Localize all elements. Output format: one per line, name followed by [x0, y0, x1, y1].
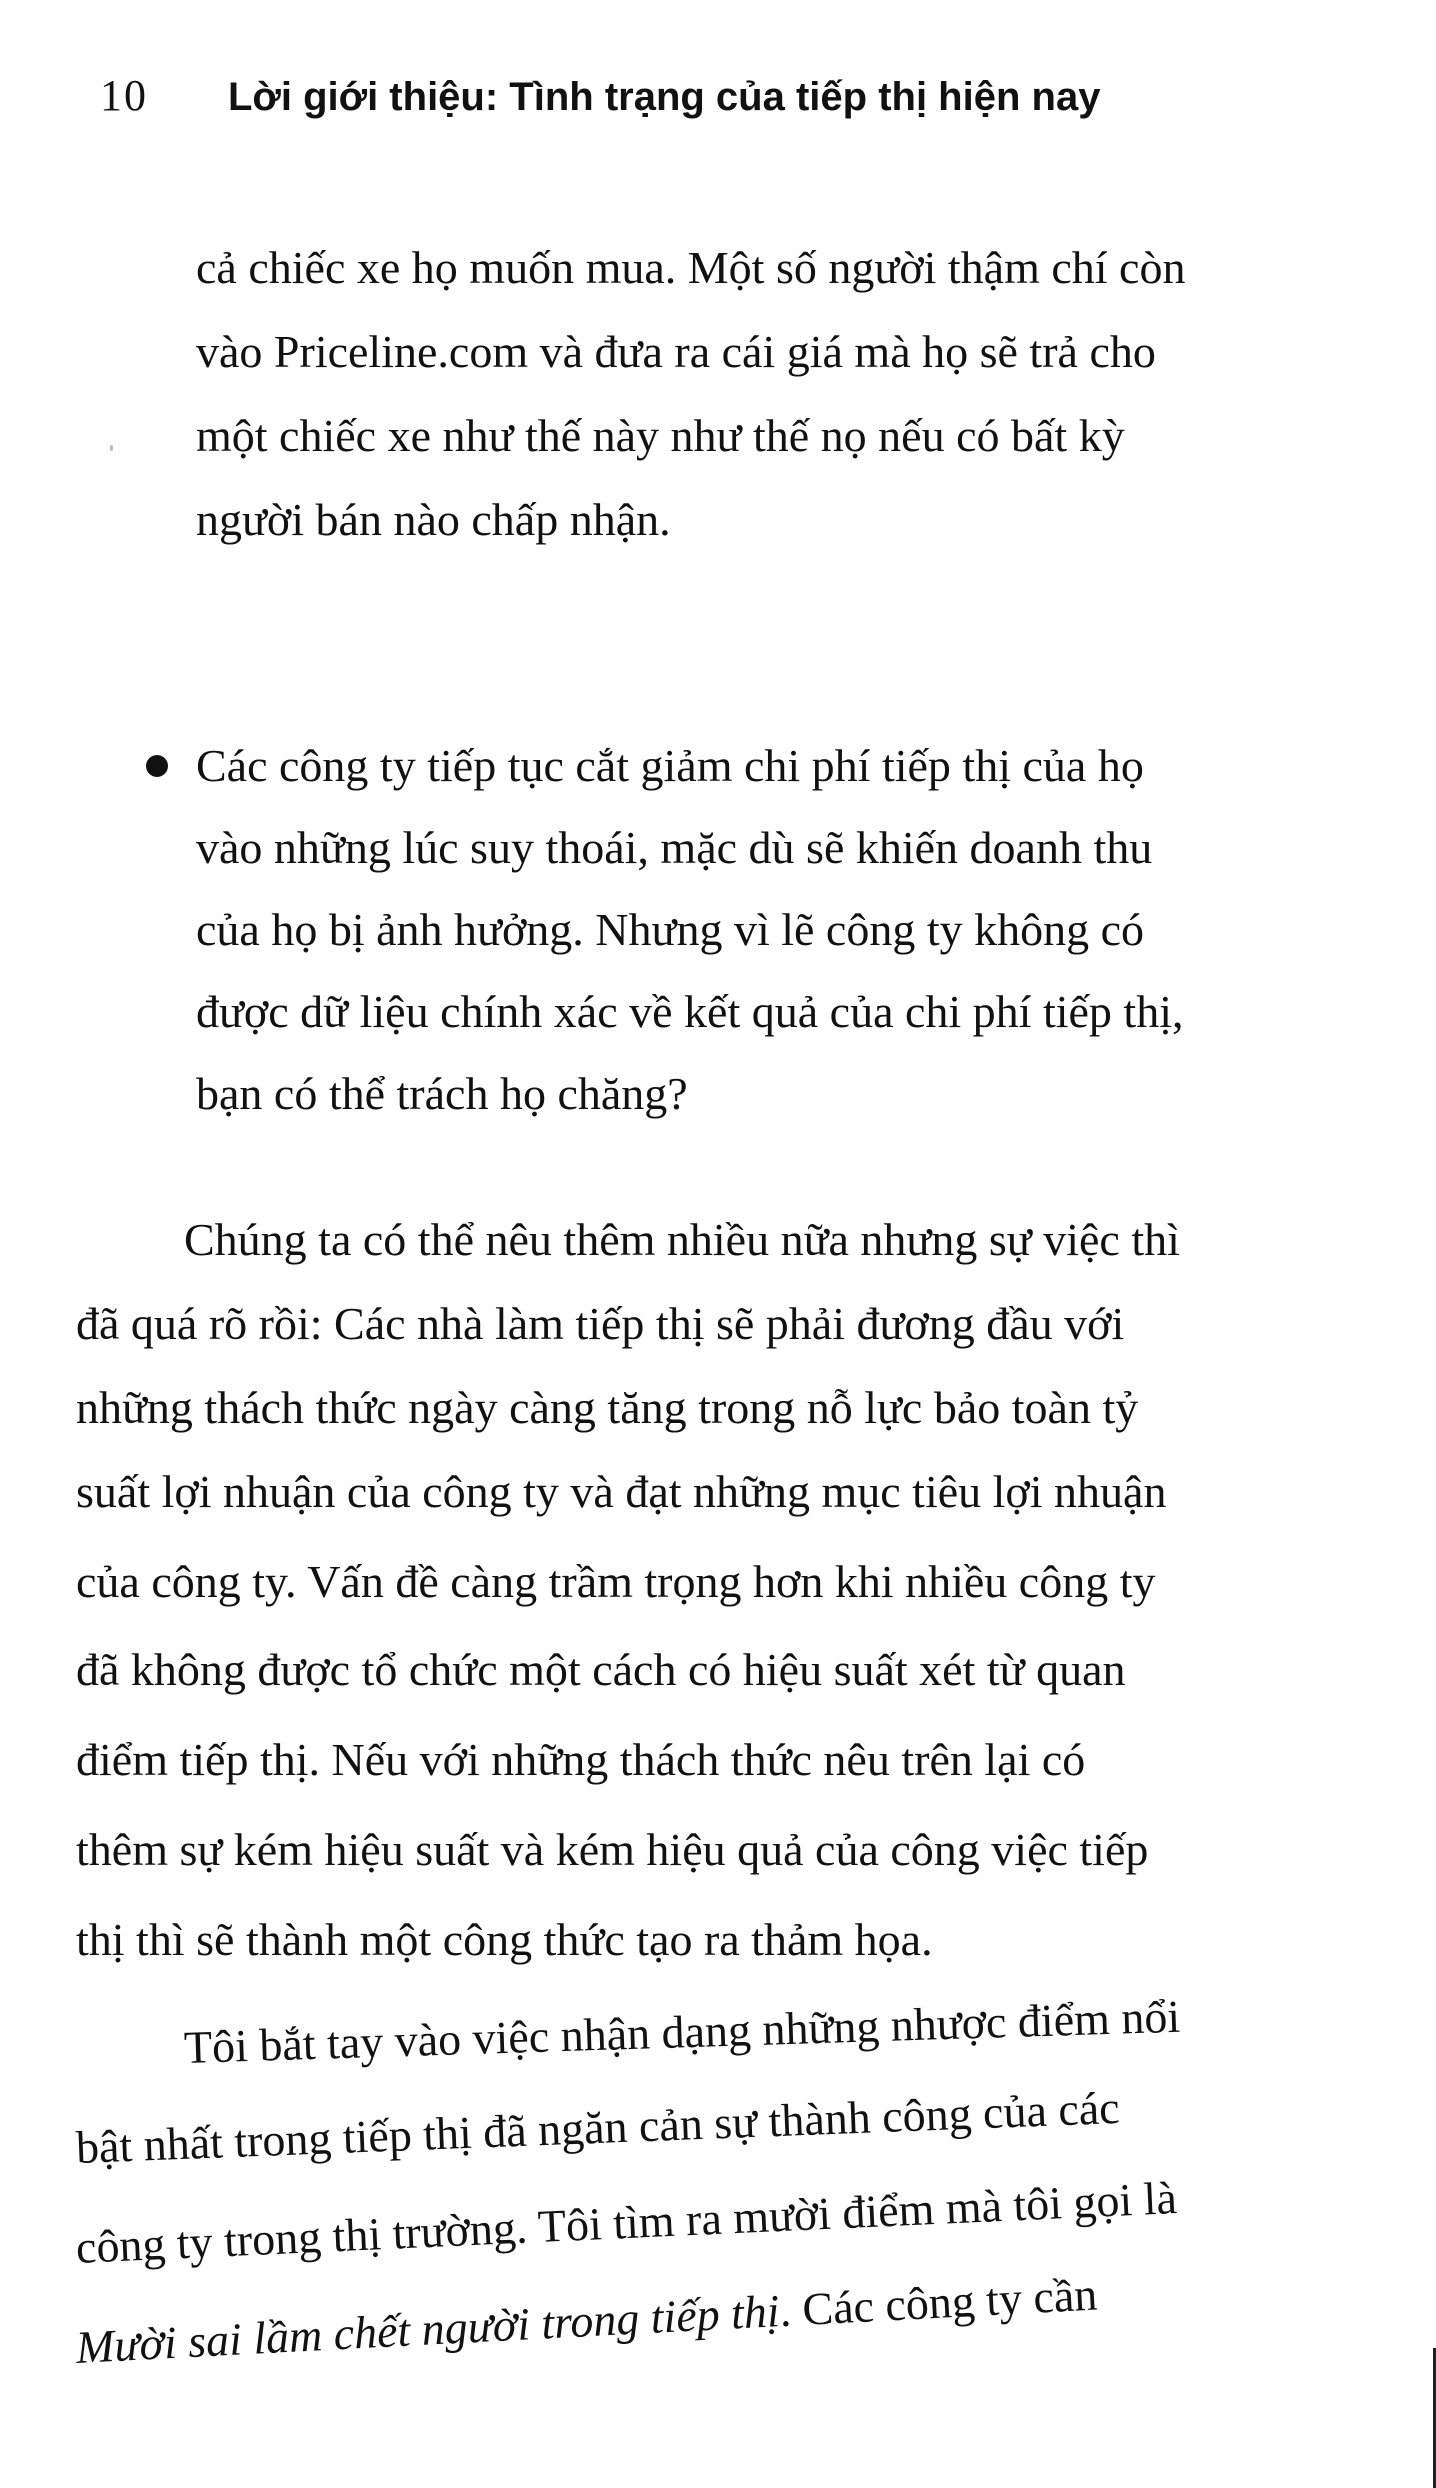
text-line: bạn có thể trách họ chăng?	[196, 1068, 688, 1119]
text-line-last	[74, 2265, 1098, 2378]
text-line: vào những lúc suy thoái, mặc dù sẽ khiến doanh thu	[196, 822, 1153, 873]
text-line: bật nhất trong tiếp thị đã ngăn cản sự thành công của các	[75, 2081, 1121, 2173]
book-title-italic: Mười sai lầm chết người trong tiếp thị	[74, 2285, 781, 2373]
page-number: 10	[100, 71, 148, 120]
text-line: điểm tiếp thị. Nếu với những thách thức nêu trên lại có	[76, 1734, 1086, 1785]
text-line: Tôi bắt tay vào việc nhận dạng những nhược điểm nổi	[183, 1990, 1181, 2073]
text-line: Chúng ta có thể nêu thêm nhiều nữa nhưng sự việc thì	[184, 1214, 1180, 1265]
text-line: những thách thức ngày càng tăng trong nỗ lực bảo toàn tỷ	[76, 1382, 1139, 1433]
text-line: cả chiếc xe họ muốn mua. Một số người thậm chí còn	[196, 242, 1186, 293]
page-header	[100, 70, 1100, 140]
text-line: người bán nào chấp nhận.	[196, 494, 671, 545]
text-line: vào Priceline.com và đưa ra cái giá mà họ sẽ trả cho	[196, 326, 1156, 377]
text-line: của họ bị ảnh hưởng. Nhưng vì lẽ công ty không có	[196, 904, 1145, 955]
text-line: đã quá rõ rồi: Các nhà làm tiếp thị sẽ phải đương đầu với	[76, 1298, 1125, 1349]
text-line: một chiếc xe như thế này như thế nọ nếu có bất kỳ	[196, 410, 1125, 461]
text-line: Các công ty tiếp tục cắt giảm chi phí tiếp thị của họ	[196, 740, 1144, 791]
text-line: thị thì sẽ thành một công thức tạo ra thảm họa.	[76, 1914, 933, 1965]
text-span: . Các công ty cần	[778, 2268, 1099, 2337]
bullet-dot-icon	[146, 755, 168, 777]
text-line: công ty trong thị trường. Tôi tìm ra mười điểm mà tôi gọi là	[74, 2172, 1178, 2273]
text-line: đã không được tổ chức một cách có hiệu suất xét từ quan	[76, 1644, 1126, 1695]
scan-speck	[110, 445, 113, 451]
running-title: Lời giới thiệu: Tình trạng của tiếp thị hiện nay	[228, 75, 1101, 119]
text-line: suất lợi nhuận của công ty và đạt những mục tiêu lợi nhuận	[76, 1466, 1167, 1517]
text-line: thêm sự kém hiệu suất và kém hiệu quả của công việc tiếp	[76, 1824, 1149, 1875]
text-line: được dữ liệu chính xác về kết quả của chi phí tiếp thị,	[196, 986, 1184, 1037]
text-line: của công ty. Vấn đề càng trầm trọng hơn khi nhiều công ty	[76, 1556, 1156, 1607]
